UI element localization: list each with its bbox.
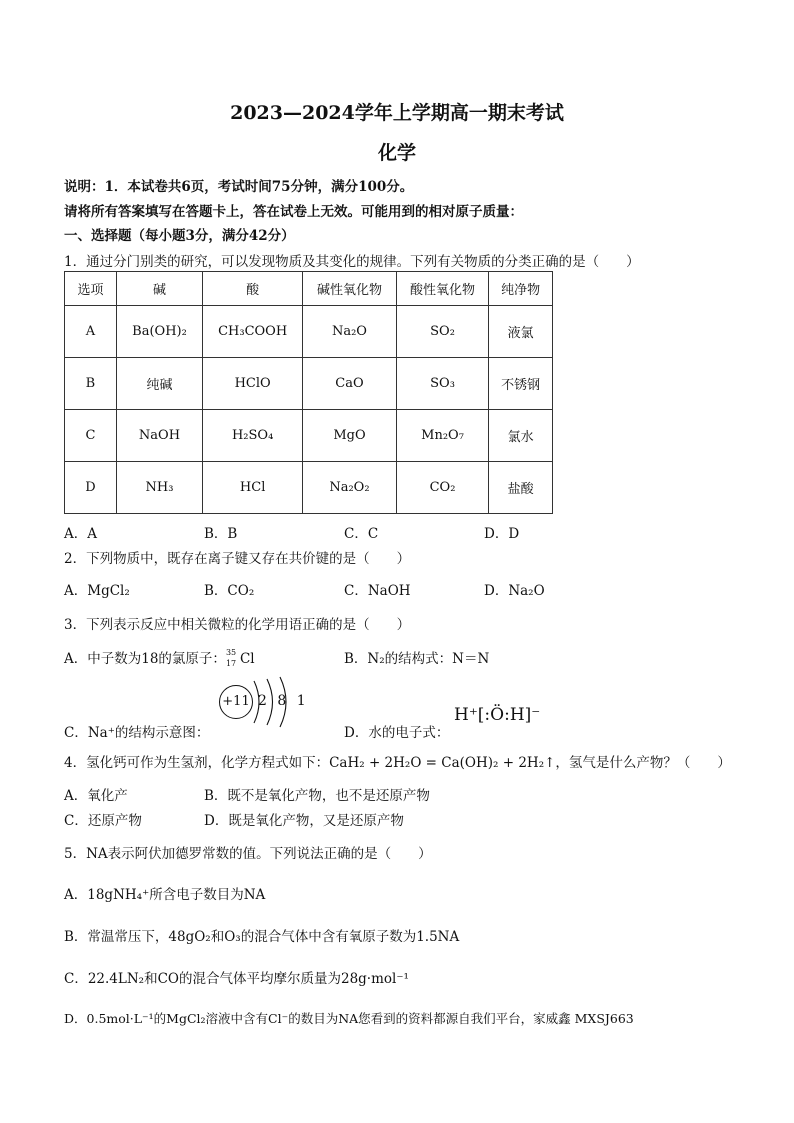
table-cell: CaO (303, 358, 397, 410)
table-cell: NH₃ (116, 462, 202, 514)
atomic-number: 17 (225, 658, 237, 668)
table-cell: 氯水 (489, 410, 553, 462)
instruction-line-2: 请将所有答案填写在答题卡上，答在试卷上无效。可能用到的相对原子质量： (64, 204, 523, 220)
q4-stem: 4．氢化钙可作为生氢剂，化学方程式如下：CaH₂ + 2H₂O = Ca(OH)₂ + 2H₂↑，氢气是什么产物？（ ） (64, 755, 731, 771)
q3-option-d: D．水的电子式： (344, 725, 450, 741)
table-cell: Ba(OH)₂ (116, 306, 202, 358)
q1-option-c: C．C (344, 526, 379, 542)
classification-table (64, 271, 553, 514)
electron-shell-counts: 2 8 1 (258, 693, 309, 709)
table-header-cell: 酸性氧化物 (396, 272, 489, 306)
q2-option-c: C．NaOH (344, 583, 411, 599)
q3-option-a (64, 647, 255, 670)
element-symbol: Cl (239, 651, 255, 667)
table-row (65, 462, 553, 514)
q4-option-d: D．既是氧化产物，又是还原产物 (204, 813, 404, 829)
table-cell: A (65, 306, 117, 358)
table-row (65, 410, 553, 462)
q1-option-b: B．B (204, 526, 238, 542)
table-cell: HCl (203, 462, 303, 514)
table-cell: SO₃ (396, 358, 489, 410)
q3-option-b: B．N₂的结构式：N＝N (344, 651, 490, 667)
table-header-cell: 纯净物 (489, 272, 553, 306)
subject-title: 化学 (377, 142, 416, 164)
table-cell: NaOH (116, 410, 202, 462)
exam-title: 2023—2024学年上学期高一期末考试 (230, 102, 564, 124)
table-cell: Mn₂O₇ (396, 410, 489, 462)
q5-option-c: C．22.4LN₂和CO的混合气体平均摩尔质量为28g·mol⁻¹ (64, 971, 409, 987)
table-row (65, 306, 553, 358)
table-header-cell: 酸 (203, 272, 303, 306)
sodium-ion-nucleus: +11 (219, 685, 253, 719)
table-cell: SO₂ (396, 306, 489, 358)
table-cell: C (65, 410, 117, 462)
table-cell: Na₂O₂ (303, 462, 397, 514)
table-header-cell: 碱 (116, 272, 202, 306)
table-cell: CO₂ (396, 462, 489, 514)
table-cell: 液氯 (489, 306, 553, 358)
q3-stem: 3．下列表示反应中相关微粒的化学用语正确的是（ ） (64, 617, 411, 633)
table-cell: Na₂O (303, 306, 397, 358)
table-cell: D (65, 462, 117, 514)
table-cell: B (65, 358, 117, 410)
table-cell: HClO (203, 358, 303, 410)
chlorine-isotope-notation (225, 647, 240, 670)
q5-option-a: A．18gNH₄⁺所含电子数目为NA (64, 887, 266, 903)
q3-option-a-text: A．中子数为18的氯原子： (64, 651, 226, 667)
q1-stem: 1．通过分门别类的研究，可以发现物质及其变化的规律。下列有关物质的分类正确的是（ ） (64, 254, 640, 270)
q5-stem: 5．NA表示阿伏加德罗常数的值。下列说法正确的是（ ） (64, 846, 432, 862)
table-cell: CH₃COOH (203, 306, 303, 358)
table-cell: MgO (303, 410, 397, 462)
table-cell: 纯碱 (116, 358, 202, 410)
instruction-line-1: 说明：1．本试卷共6页，考试时间75分钟，满分100分。 (64, 179, 414, 195)
water-electron-formula: H⁺[:Ö:H]⁻ (454, 705, 541, 725)
mass-number: 35 (225, 647, 237, 657)
table-header-cell: 碱性氧化物 (303, 272, 397, 306)
q2-option-d: D．Na₂O (484, 583, 545, 599)
q4-option-c: C．还原产物 (64, 813, 142, 829)
q2-stem: 2．下列物质中，既存在离子键又存在共价键的是（ ） (64, 551, 411, 567)
q2-option-b: B．CO₂ (204, 583, 255, 599)
q5-option-b: B．常温常压下，48gO₂和O₃的混合气体中含有氧原子数为1.5NA (64, 929, 460, 945)
q4-option-a: A．氧化产 (64, 788, 128, 804)
table-cell: 盐酸 (489, 462, 553, 514)
table-cell: 不锈钢 (489, 358, 553, 410)
q3-option-c: C．Na⁺的结构示意图： (64, 725, 210, 741)
q4-option-b: B．既不是氧化产物，也不是还原产物 (204, 788, 430, 804)
table-header-cell: 选项 (65, 272, 117, 306)
table-row (65, 358, 553, 410)
section-heading: 一、选择题（每小题3分，满分42分） (64, 228, 295, 244)
q2-option-a: A．MgCl₂ (64, 583, 130, 599)
table-header-row (65, 272, 553, 306)
q5-option-d: D．0.5mol·L⁻¹的MgCl₂溶液中含有Cl⁻的数目为NA您看到的资料都源自我们平台，家威鑫 MXSJ663 (64, 1011, 634, 1026)
q1-option-a: A．A (64, 526, 97, 542)
q1-option-d: D．D (484, 526, 520, 542)
table-cell: H₂SO₄ (203, 410, 303, 462)
